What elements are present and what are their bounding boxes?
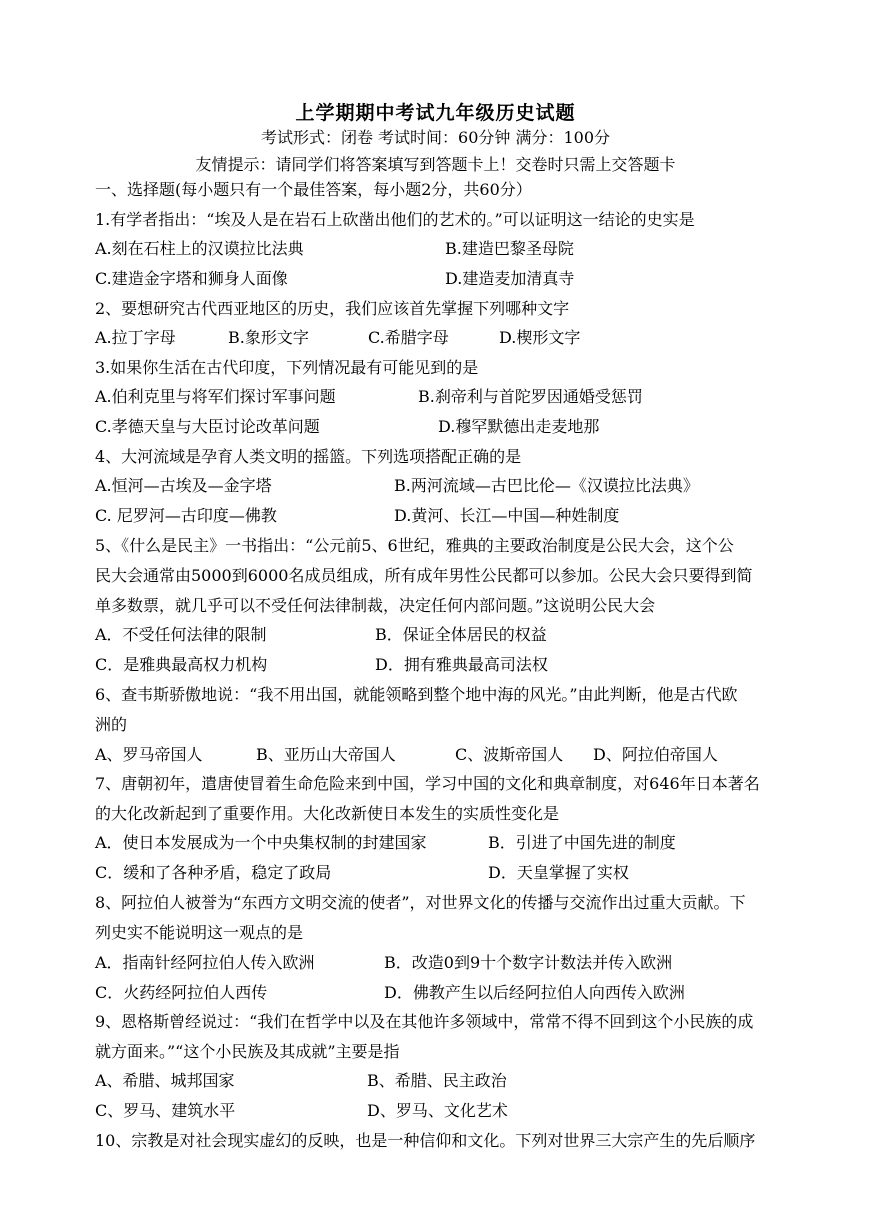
- option-c: C.希腊字母: [368, 328, 449, 347]
- option-a: A.刻在石柱上的汉谟拉比法典: [95, 239, 304, 258]
- option-c: C. 尼罗河—古印度—佛教: [95, 506, 277, 525]
- option-d: D.黄河、长江—中国—种姓制度: [394, 506, 620, 525]
- option-a: A．不受任何法律的限制: [95, 625, 267, 644]
- option-a: A、罗马帝国人: [95, 745, 203, 764]
- section-heading: 一、选择题(每小题只有一个最佳答案，每小题2分，共60分）: [95, 180, 532, 199]
- option-a: A．使日本发展成为一个中央集权制的封建国家: [95, 833, 427, 852]
- question-stem: 10、宗教是对社会现实虚幻的反映，也是一种信仰和文化。下列对世界三大宗产生的先后顺序: [95, 1131, 756, 1150]
- option-a: A.伯利克里与将军们探讨军事问题: [95, 387, 336, 406]
- question-stem: 9、恩格斯曾经说过：“我们在哲学中以及在其他许多领域中，常常不得不回到这个小民族的成: [95, 1012, 754, 1031]
- question-stem: 8、阿拉伯人被誉为“东西方文明交流的使者”，对世界文化的传播与交流作出过重大贡献。下: [95, 893, 746, 912]
- option-d: D．佛教产生以后经阿拉伯人向西传入欧洲: [384, 983, 685, 1002]
- option-b: B.刹帝利与首陀罗因通婚受惩罚: [418, 387, 643, 406]
- option-c: C．缓和了各种矛盾，稳定了政局: [95, 863, 332, 882]
- option-b: B、亚历山大帝国人: [256, 745, 396, 764]
- option-c: C、罗马、建筑水平: [95, 1101, 236, 1120]
- question-stem: 3.如果你生活在古代印度，下列情况最有可能见到的是: [95, 358, 479, 377]
- option-c: C．火药经阿拉伯人西传: [95, 983, 268, 1002]
- option-b: B.两河流域—古巴比伦—《汉谟拉比法典》: [394, 476, 699, 495]
- question-stem-cont: 洲的: [95, 715, 128, 734]
- option-c: C、波斯帝国人: [455, 745, 564, 764]
- question-stem-cont: 列史实不能说明这一观点的是: [95, 923, 304, 942]
- option-b: B、希腊、民主政治: [367, 1071, 507, 1090]
- option-b: B．保证全体居民的权益: [375, 625, 547, 644]
- option-a: A、希腊、城邦国家: [95, 1071, 235, 1090]
- option-b: B.象形文字: [228, 328, 309, 347]
- option-d: D.建造麦加清真寺: [445, 269, 575, 288]
- exam-info: 考试形式：闭卷 考试时间：60分钟 满分：100分: [260, 128, 611, 147]
- exam-title: 上学期期中考试九年级历史试题: [295, 102, 576, 124]
- option-d: D.穆罕默德出走麦地那: [438, 417, 600, 436]
- option-d: D、罗马、文化艺术: [367, 1101, 508, 1120]
- option-c: C．是雅典最高权力机构: [95, 655, 268, 674]
- option-a: A．指南针经阿拉伯人传入欧洲: [95, 953, 315, 972]
- option-c: C.孝德天皇与大臣讨论改革问题: [95, 417, 320, 436]
- option-c: C.建造金字塔和狮身人面像: [95, 269, 288, 288]
- question-stem-cont: 就方面来。”“这个小民族及其成就”主要是指: [95, 1042, 400, 1061]
- question-stem-cont: 的大化改新起到了重要作用。大化改新使日本发生的实质性变化是: [95, 804, 560, 823]
- option-a: A.拉丁字母: [95, 328, 176, 347]
- option-a: A.恒河—古埃及—金字塔: [95, 476, 272, 495]
- question-stem-cont: 民大会通常由5000到6000名成员组成，所有成年男性公民都可以参加。公民大会只要得到简: [95, 566, 753, 585]
- option-b: B.建造巴黎圣母院: [445, 239, 574, 258]
- option-d: D、阿拉伯帝国人: [593, 745, 718, 764]
- option-b: B．引进了中国先进的制度: [488, 833, 676, 852]
- option-d: D.楔形文字: [499, 328, 581, 347]
- question-stem: 5、《什么是民主》一书指出：“公元前5、6世纪，雅典的主要政治制度是公民大会，这个公: [95, 536, 734, 555]
- question-stem: 6、查韦斯骄傲地说：“我不用出国，就能领略到整个地中海的风光。”由此判断，他是古代欧: [95, 685, 738, 704]
- option-d: D．拥有雅典最高司法权: [375, 655, 548, 674]
- question-stem: 7、唐朝初年，遣唐使冒着生命危险来到中国，学习中国的文化和典章制度，对646年日本著名: [95, 774, 760, 793]
- option-b: B．改造0到9十个数字计数法并传入欧洲: [384, 953, 673, 972]
- option-d: D．天皇掌握了实权: [488, 863, 629, 882]
- question-stem: 1.有学者指出：“埃及人是在岩石上砍凿出他们的艺术的。”可以证明这一结论的史实是: [95, 210, 695, 229]
- question-stem: 2、要想研究古代西亚地区的历史，我们应该首先掌握下列哪种文字: [95, 299, 570, 318]
- question-stem: 4、大河流域是孕育人类文明的摇篮。下列选项搭配正确的是: [95, 447, 522, 466]
- question-stem-cont: 单多数票，就几乎可以不受任何法律制裁，决定任何内部问题。”这说明公民大会: [95, 596, 656, 615]
- friendly-tip: 友情提示：请同学们将答案填写到答题卡上！交卷时只需上交答题卡: [195, 155, 676, 174]
